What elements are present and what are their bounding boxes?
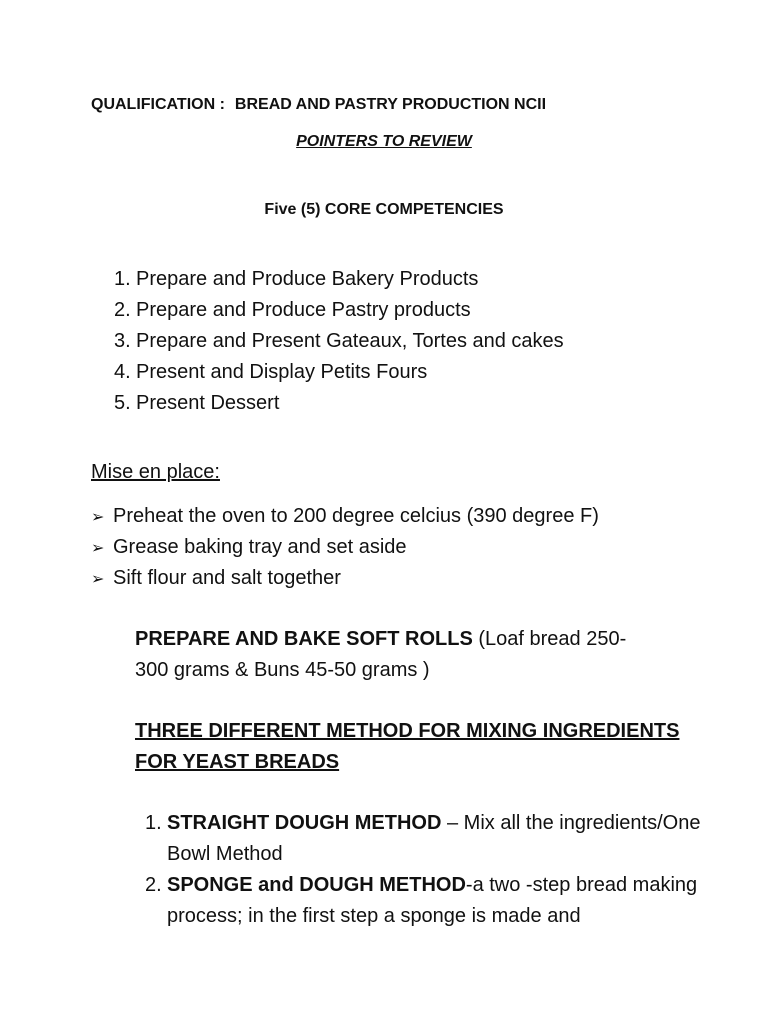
soft-rolls-detail: (Loaf bread 250-300 grams & Buns 45-50 grams )	[135, 628, 627, 681]
list-item	[145, 870, 705, 932]
list-item-text: Preheat the oven to 200 degree celcius (390 degree F)	[113, 505, 599, 527]
list-item-number: 2.	[114, 299, 131, 321]
list-item-number: 3.	[114, 330, 131, 352]
soft-rolls-title: PREPARE AND BAKE SOFT ROLLS	[135, 628, 473, 650]
list-item	[114, 390, 564, 421]
qualification-value: BREAD AND PASTRY PRODUCTION NCII	[234, 96, 547, 113]
method-description: – Mix all the ingredients/One Bowl Method	[167, 812, 701, 865]
mise-en-place-list	[91, 503, 599, 596]
method-description: -a two -step bread making process; in the first step a sponge is made and	[167, 874, 698, 927]
list-item	[91, 534, 599, 565]
list-item-number: 1.	[145, 812, 162, 834]
list-item	[145, 808, 705, 870]
list-item	[91, 565, 599, 596]
list-item-text: Prepare and Produce Pastry products	[136, 299, 471, 321]
pointers-heading: POINTERS TO REVIEW	[296, 133, 472, 150]
list-item-text: Present Dessert	[136, 392, 280, 414]
list-item-number: 4.	[114, 361, 131, 383]
core-competencies-heading: Five (5) CORE COMPETENCIES	[264, 201, 504, 218]
qualification-line	[91, 96, 546, 114]
arrow-bullet-icon: ➢	[91, 540, 105, 557]
core-competencies-list	[114, 266, 564, 421]
list-item	[91, 503, 599, 534]
qualification-label: QUALIFICATION :	[91, 96, 225, 113]
mixing-methods-heading-text: THREE DIFFERENT METHOD FOR MIXING INGREDIENTS FOR YEAST BREADS	[135, 720, 680, 773]
arrow-bullet-icon: ➢	[91, 509, 105, 526]
list-item	[114, 266, 564, 297]
list-item-text: Sift flour and salt together	[113, 567, 341, 589]
list-item	[114, 359, 564, 390]
list-item-text: Prepare and Present Gateaux, Tortes and cakes	[136, 330, 564, 352]
arrow-bullet-icon: ➢	[91, 571, 105, 588]
method-name: STRAIGHT DOUGH METHOD	[167, 812, 442, 834]
list-item-number: 2.	[145, 874, 162, 896]
list-item-number: 1.	[114, 268, 131, 290]
list-item-text: Grease baking tray and set aside	[113, 536, 407, 558]
list-item-text: Present and Display Petits Fours	[136, 361, 428, 383]
list-item	[114, 328, 564, 359]
list-item-text: Prepare and Produce Bakery Products	[136, 268, 479, 290]
list-item	[114, 297, 564, 328]
method-name: SPONGE and DOUGH METHOD	[167, 874, 466, 896]
mixing-methods-list	[145, 808, 705, 932]
list-item-number: 5.	[114, 392, 131, 414]
soft-rolls-paragraph	[135, 624, 655, 686]
mise-en-place-heading: Mise en place:	[91, 461, 220, 483]
mixing-methods-heading	[135, 716, 695, 778]
